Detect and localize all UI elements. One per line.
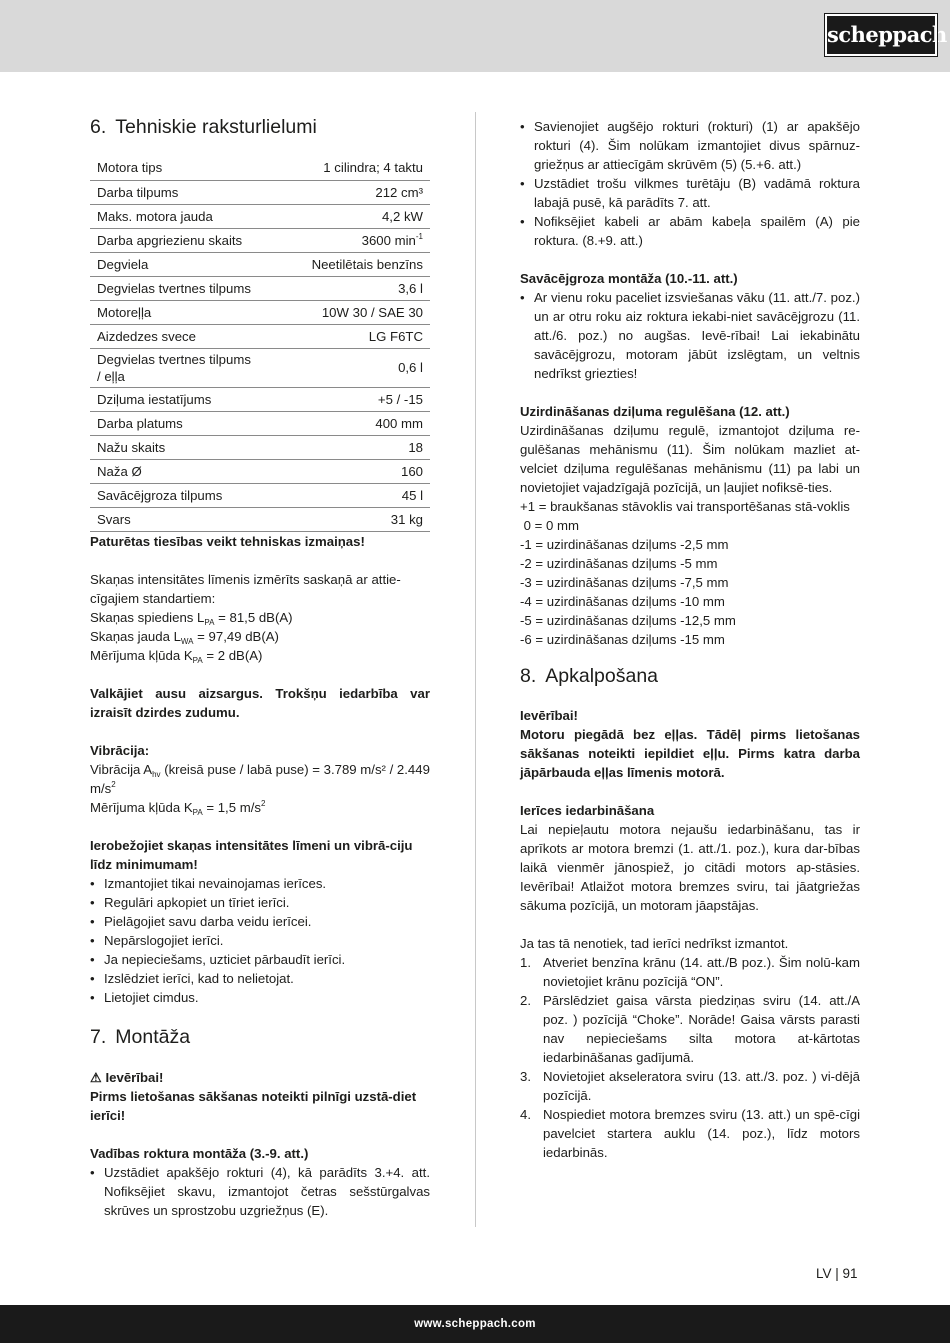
starting-text-2: Ja tas tā nenotiek, tad ierīci nedrīkst izmantot.	[520, 936, 789, 951]
spec-label: Darba tilpums	[90, 180, 260, 204]
depth-line: -4 = uzirdināšanas dziļums -10 mm	[520, 594, 725, 609]
table-row	[90, 507, 430, 531]
spec-label: Naža Ø	[90, 459, 260, 483]
spec-label: Motoreļļa	[90, 300, 260, 324]
vibration-value: Vibrācija $A_{hv}$ (kreisā puse / labā puse) = 3.789 m/s² / 2.449 $m/s^2$	[90, 761, 430, 796]
depth-line: -1 = uzirdināšanas dziļums -2,5 mm	[520, 537, 729, 552]
page-number: LV | 91	[816, 1266, 858, 1281]
step-item: 3. Novietojiet akseleratora sviru (13. att./3. poz. ) vi-dējā pozīcijā.	[520, 1069, 860, 1103]
table-row	[90, 459, 430, 483]
depth-line: +1 = braukšanas stāvoklis vai transportēšanas stā-voklis	[520, 499, 850, 514]
spec-label: Degvielas tvertnes tilpums / eļļa	[90, 348, 260, 387]
noise-uncertainty: Mērījuma kļūda $K_{PA} = 2$ dB(A)	[90, 647, 263, 665]
starting-steps	[520, 953, 860, 1162]
limit-noise-list	[90, 874, 430, 1007]
table-row	[90, 483, 430, 507]
list-item: • Savienojiet augšējo rokturi (rokturi) (1) ar apakšējo rokturi (4). Šim nolūkam izmantojiet divus spārnuz-griežņus ar attiecīgām skrūvēm (5) (5.+6. att.)	[520, 117, 860, 174]
handle-assembly-list-part2	[520, 117, 860, 250]
column-divider	[475, 112, 476, 1227]
list-item: • Ja nepieciešams, uzticiet pārbaudīt ierīci.	[90, 950, 430, 969]
section-7-title: 7. Montāža	[90, 1025, 191, 1048]
footer-url: www.scheppach.com	[414, 1318, 536, 1330]
table-row	[90, 204, 430, 228]
basket-assembly-heading: Savācējgroza montāža (10.-11. att.)	[520, 271, 738, 286]
handle-assembly-list-part1	[90, 1163, 430, 1220]
spec-value: 212 cm³	[260, 180, 430, 204]
spec-label: Degviela	[90, 252, 260, 276]
sound-pressure: Skaņas spiediens $L_{PA} = 81,5$ dB(A)	[90, 609, 293, 627]
list-item: • Regulāri apkopiet un tīriet ierīci.	[90, 893, 430, 912]
operation-attention-heading: Ievērībai!	[520, 708, 578, 723]
step-item: 2. Pārslēdziet gaisa vārsta piedziņas sviru (14. att./A poz. ) pozīcijā “Choke”. Norāde! Gaisa vārsts parasti nav nepieciešams silta motora at-kārtotas iedarbināšanas gadījumā.	[520, 993, 860, 1065]
spec-value: +5 / -15	[260, 387, 430, 411]
depth-adjust-text: Uzirdināšanas dziļumu regulē, izmantojot dziļuma re-gulēšanas mehānismu (11). Šim nolūkam mazliet at-velciet dziļuma regulēšanas mehānismu (11) pa labi un novietojiet vajadzīgajā pozīcijā, un ļaujiet nofiksē-ties.	[520, 423, 860, 495]
technical-specs-table	[90, 156, 430, 532]
spec-label: Darba apgriezienu skaits	[90, 228, 260, 252]
list-item: • Lietojiet cimdus.	[90, 988, 430, 1007]
basket-assembly-list	[520, 288, 860, 383]
list-item: • Ar vienu roku paceliet izsviešanas vāku (11. att./7. poz.) un ar otru roku aiz roktura iekabi-niet savācējgrozu (11. att./6. poz.) no augšas. Ievē-rībai! Lai iekabinātu savācējgrozu, motoram jābūt izslēgtam, un veltnis nedrīkst griezties!	[520, 288, 860, 383]
spec-value: 160	[260, 459, 430, 483]
spec-value: 4,2 kW	[260, 204, 430, 228]
section-6-title: 6. Tehniskie raksturlielumi	[90, 116, 317, 138]
spec-value: 18	[260, 435, 430, 459]
list-item: • Nofiksējiet kabeli ar abām kabeļa spailēm (A) pie roktura. (8.+9. att.)	[520, 212, 860, 250]
list-item: • Uzstādiet trošu vilkmes turētāju (B) vadāmā roktura labajā pusē, kā parādīts 7. att.	[520, 174, 860, 212]
spec-label: Aizdedzes svece	[90, 324, 260, 348]
ear-protection-warning: Valkājiet ausu aizsargus. Trokšņu iedarbība var izraisīt dzirdes zudumu.	[90, 685, 430, 720]
starting-heading: Ierīces iedarbināšana	[520, 803, 655, 818]
list-item: • Uzstādiet apakšējo rokturi (4), kā parādīts 3.+4. att. Nofiksējiet skavu, izmantojot četras sešstūrgalvas skrūves un sprostzobu uzgriežņus (E).	[90, 1163, 430, 1220]
spec-value: 400 mm	[260, 411, 430, 435]
table-row	[90, 411, 430, 435]
vibration-uncertainty: Mērījuma kļūda $K_{PA} = 1,5$ $m/s^2$	[90, 798, 266, 817]
depth-line: -6 = uzirdināšanas dziļums -15 mm	[520, 632, 725, 647]
handle-assembly-heading: Vadības roktura montāža (3.-9. att.)	[90, 1145, 309, 1161]
table-row	[90, 387, 430, 411]
depth-adjust-heading: Uzirdināšanas dziļuma regulēšana (12. att.)	[520, 404, 790, 419]
spec-label: Degvielas tvertnes tilpums	[90, 276, 260, 300]
table-row	[90, 348, 430, 387]
footer-bar	[0, 1305, 950, 1343]
spec-label: Motora tips	[90, 156, 260, 180]
table-row	[90, 156, 430, 180]
spec-value: 10W 30 / SAE 30	[260, 300, 430, 324]
depth-line: -3 = uzirdināšanas dziļums -7,5 mm	[520, 575, 729, 590]
spec-label: Savācējgroza tilpums	[90, 483, 260, 507]
table-row	[90, 435, 430, 459]
left-column	[90, 114, 430, 1220]
depth-line: -5 = uzirdināšanas dziļums -12,5 mm	[520, 613, 736, 628]
assembly-warning-text: Pirms lietošanas sākšanas noteikti pilnīgi uzstā-diet ierīci!	[90, 1088, 417, 1123]
spec-label: Maks. motora jauda	[90, 204, 260, 228]
spec-value: 3600 $\min^{-1}$	[260, 228, 430, 252]
depth-line: -2 = uzirdināšanas dziļums -5 mm	[520, 556, 718, 571]
spec-value: Neetilētais benzīns	[260, 252, 430, 276]
noise-intro: Skaņas intensitātes līmenis izmērīts saskaņā ar attie-cīgajiem standartiem:	[90, 571, 401, 606]
spec-label: Svars	[90, 507, 260, 531]
list-item: • Izslēdziet ierīci, kad to nelietojat.	[90, 969, 430, 988]
spec-label: Nažu skaits	[90, 435, 260, 459]
vibration-heading: Vibrācija:	[90, 742, 150, 758]
spec-value: 31 kg	[260, 507, 430, 531]
right-column	[520, 117, 860, 1162]
spec-label: Darba platums	[90, 411, 260, 435]
operation-attention-text: Motoru piegādā bez eļļas. Tādēļ pirms lietošanas sākšanas noteikti iepildiet eļļu. Pirms katra darba jāpārbauda eļļas līmenis motorā.	[520, 727, 860, 780]
list-item: • Pielāgojiet savu darba veidu ierīcei.	[90, 912, 430, 931]
sound-power: Skaņas jauda $L_{WA} = 97,49$ dB(A)	[90, 628, 279, 646]
warning-triangle-icon: ⚠	[90, 1069, 102, 1085]
depth-line: 0 = 0 mm	[520, 518, 579, 533]
header-bar	[0, 0, 950, 72]
limit-noise-heading: Ierobežojiet skaņas intensitātes līmeni un vibrā-ciju līdz minimumam!	[90, 837, 413, 872]
table-row	[90, 228, 430, 252]
section-8-title: 8. Apkalpošana	[520, 665, 659, 687]
table-row	[90, 252, 430, 276]
step-item: 4. Nospiediet motora bremzes sviru (13. att.) un spē-cīgi pavelciet startera auklu (14. poz.), līdz motors iedarbinās.	[520, 1107, 860, 1160]
scheppach-logo: scheppach	[825, 14, 937, 56]
table-row	[90, 324, 430, 348]
table-row	[90, 276, 430, 300]
spec-value: 3,6 l	[260, 276, 430, 300]
spec-value: 45 l	[260, 483, 430, 507]
table-row	[90, 300, 430, 324]
reserved-rights-note: Paturētas tiesības veikt tehniskas izmaiņas!	[90, 533, 365, 549]
table-row	[90, 180, 430, 204]
spec-label: Dziļuma iestatījums	[90, 387, 260, 411]
spec-value: LG F6TC	[260, 324, 430, 348]
assembly-warning-heading: ⚠ Ievērībai!	[90, 1069, 164, 1085]
list-item: • Izmantojiet tikai nevainojamas ierīces.	[90, 874, 430, 893]
spec-value: 0,6 l	[260, 348, 430, 387]
starting-text: Lai nepieļautu motora nejaušu iedarbināšanu, tas ir aprīkots ar motora bremzi (1. att./1. poz.), kura dar-bības laikā vienmēr jānospiež, jo citādi motors ap-stāsies. Ievērībai! Atlaižot motora bremzes sviru, tai jāatgriežas sākuma pozīcijā, un motoram jāapstājas.	[520, 822, 860, 913]
list-item: • Nepārslogojiet ierīci.	[90, 931, 430, 950]
step-item: 1. Atveriet benzīna krānu (14. att./B poz.). Šim nolū-kam novietojiet krānu pozīcijā “ON”.	[520, 955, 860, 989]
spec-value: 1 cilindra; 4 taktu	[260, 156, 430, 180]
